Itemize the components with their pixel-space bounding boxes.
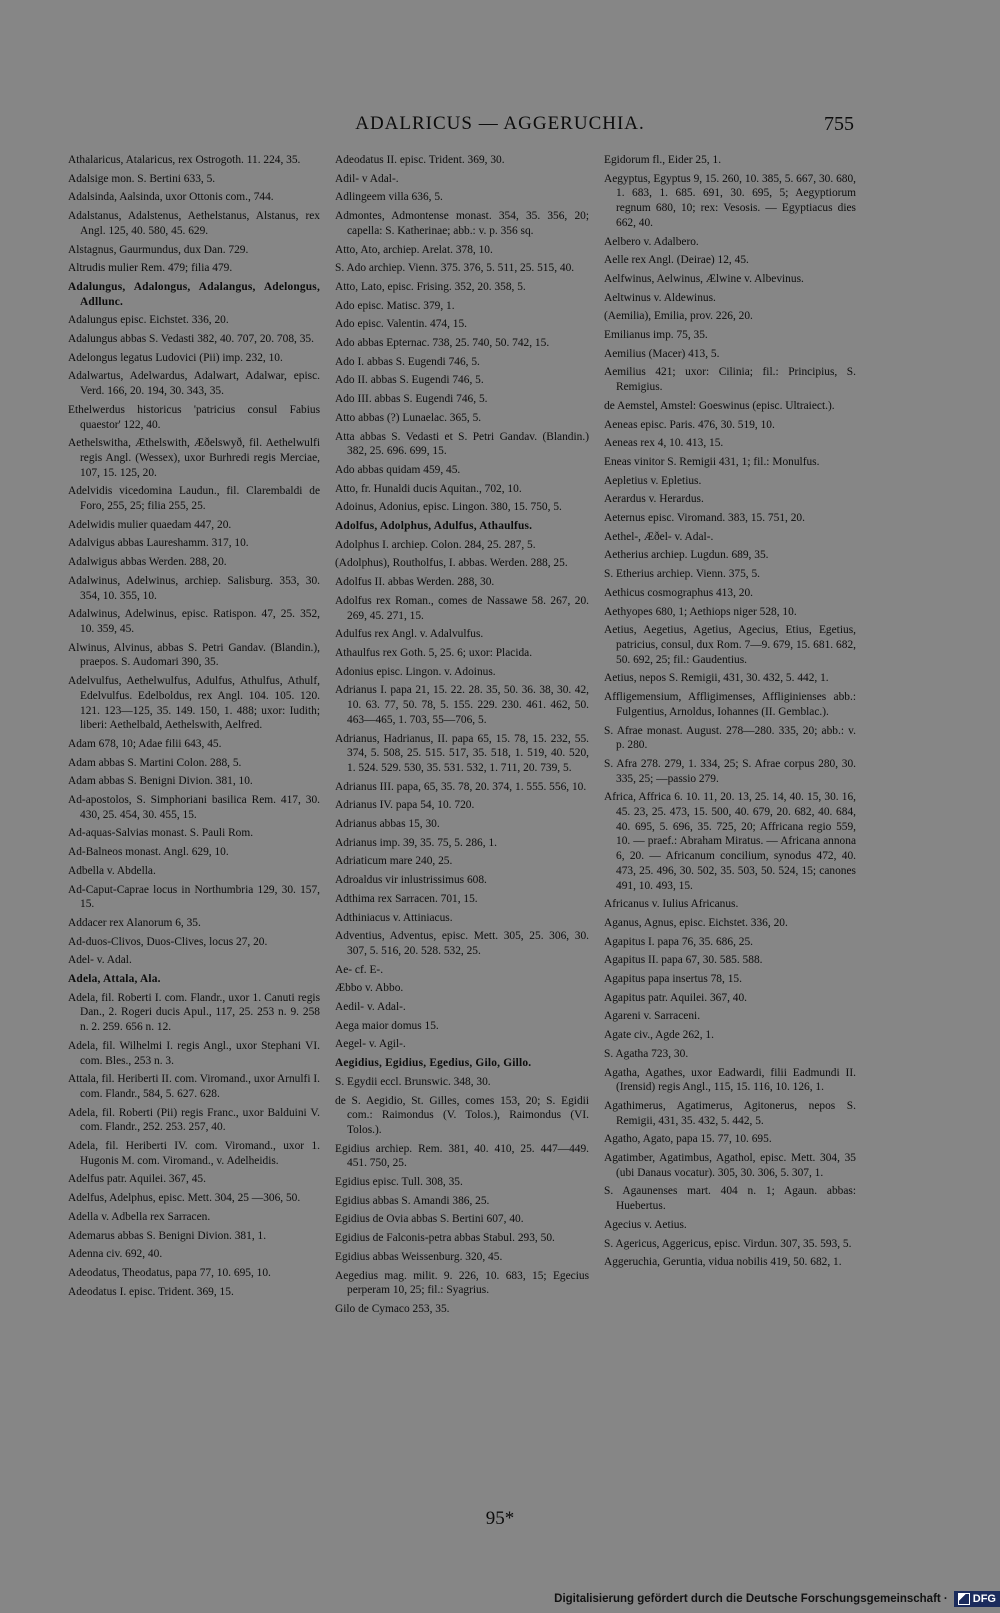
index-entry: Atto abbas (?) Lunaelac. 365, 5. xyxy=(335,411,482,424)
index-entry: Aethel-, Æðel- v. Adal-. xyxy=(604,530,714,543)
index-entry: Adolfus II. abbas Werden. 288, 30. xyxy=(335,576,495,589)
index-entry: S. Agericus, Aggericus, episc. Virdun. 307, 35. 593, 5. xyxy=(604,1237,852,1250)
index-entry: Aggeruchia, Geruntia, vidua nobilis 419, 50. 682, 1. xyxy=(604,1256,842,1269)
index-entry: Atta abbas S. Vedasti et S. Petri Gandav. (Blandin.) 382, 25. 696. 699, 15. xyxy=(335,430,589,458)
index-entry: Adoinus, Adonius, episc. Lingon. 380, 15. 750, 5. xyxy=(335,501,562,514)
index-entry: S. Etherius archiep. Vienn. 375, 5. xyxy=(604,568,761,581)
index-entry: Adela, fil. Heriberti IV. com. Viromand., uxor 1. Hugonis M. com. Viromand., v. Adelheidis. xyxy=(68,1140,320,1167)
index-entry: Adbella v. Abdella. xyxy=(68,864,156,877)
index-entry: S. Ado archiep. Vienn. 375. 376, 5. 511, 25. 515, 40. xyxy=(335,262,575,275)
index-entry: Agatha, Agathes, uxor Eadwardi, filii Eadmundi II. (Irensid) regis Angl., 115, 15. 116, 10. 126, 1. xyxy=(604,1066,856,1094)
index-entry: Gilo de Cymaco 253, 35. xyxy=(335,1303,450,1315)
index-group-heading: Aegidius, Egidius, Egedius, Gilo, Gillo. xyxy=(335,1057,532,1070)
index-entry: Adelfus patr. Aquilei. 367, 45. xyxy=(68,1173,206,1186)
index-entry: Agapitus I. papa 76, 35. 686, 25. xyxy=(604,935,754,948)
index-entry: de Aemstel, Amstel: Goeswinus (episc. Ultraiect.). xyxy=(604,399,835,412)
dfg-logo-icon xyxy=(958,1593,970,1605)
index-entry: Adriaticum mare 240, 25. xyxy=(335,855,453,868)
index-entry: Agathimerus, Agatimerus, Agitonerus, nepos S. Remigii, 431, 35. 432, 5. 442, 5. xyxy=(604,1099,856,1127)
index-entry: Aeneas rex 4, 10. 413, 15. xyxy=(604,437,724,450)
index-entry: Adalsige mon. S. Bertini 633, 5. xyxy=(68,172,216,185)
index-entry: Adolfus rex Roman., comes de Nassawe 58. 267, 20. 269, 45. 271, 15. xyxy=(335,594,589,622)
index-entry: Ado I. abbas S. Eugendi 746, 5. xyxy=(335,355,480,368)
index-entry: Aegel- v. Agil-. xyxy=(335,1038,406,1051)
index-entry: Aetius, Aegetius, Agetius, Agecius, Etius, Egetius, patricius, consul, dux Rom. 7—9. 679, 15. 681. 682, 50. 692, 25; fil.: Gaudentius. xyxy=(604,624,856,666)
index-entry: Adroaldus vir inlustrissimus 608. xyxy=(335,874,487,887)
index-entry: Egidius de Falconis-petra abbas Stabul. 293, 50. xyxy=(335,1232,555,1245)
index-entry: (Aemilia), Emilia, prov. 226, 20. xyxy=(604,310,753,323)
sheet-signature: 95* xyxy=(485,1508,515,1529)
index-entry: Adalwartus, Adelwardus, Adalwart, Adalwar, episc. Verd. 166, 20. 194, 30. 343, 35. xyxy=(68,370,320,398)
index-entry: Adalstanus, Adalstenus, Aethelstanus, Alstanus, rex Angl. 125, 40. 580, 45. 629. xyxy=(68,210,320,237)
index-entry: Æbbo v. Abbo. xyxy=(335,982,404,995)
index-entry: Aega maior domus 15. xyxy=(335,1019,439,1032)
index-entry: Adrianus III. papa, 65, 35. 78, 20. 374, 1. 555. 556, 10. xyxy=(335,780,587,793)
index-entry: Adelwidis mulier quaedam 447, 20. xyxy=(68,518,232,531)
index-entry: S. Agatha 723, 30. xyxy=(604,1047,689,1060)
funding-banner xyxy=(554,1591,1000,1607)
index-entry: Athalaricus, Atalaricus, rex Ostrogoth. 11. 224, 35. xyxy=(68,154,301,166)
index-entry: Adella v. Adbella rex Sarracen. xyxy=(68,1210,211,1223)
index-entry: Egidius abbas S. Amandi 386, 25. xyxy=(335,1194,490,1207)
index-entry: Adalungus episc. Eichstet. 336, 20. xyxy=(68,314,229,327)
index-entry: Adela, fil. Wilhelmi I. regis Angl., uxor Stephani VI. com. Bles., 253 n. 3. xyxy=(68,1039,320,1067)
index-entry: de S. Aegidio, St. Gilles, comes 153, 20; S. Egidii com.: Raimondus (V. Tolos.), Raimondus (VI. Tolos.). xyxy=(335,1094,589,1136)
index-entry: Adelvidis vicedomina Laudun., fil. Clarembaldi de Foro, 255, 25; filia 255, 25. xyxy=(68,485,320,513)
index-entry: Agatimber, Agatimbus, Agathol, episc. Mett. 304, 35 (ubi Danaus vocatur). 305, 30. 306, 5. 307, 1. xyxy=(604,1152,856,1179)
index-entry: Aedil- v. Adal-. xyxy=(335,1001,406,1014)
index-entry: Adil- v Adal-. xyxy=(335,172,399,185)
index-group-heading: Adalungus, Adalongus, Adalangus, Adelongus, Adllunc. xyxy=(68,280,320,308)
index-entry: Aeltwinus v. Aldewinus. xyxy=(604,291,716,304)
index-entry: Addacer rex Alanorum 6, 35. xyxy=(68,916,201,929)
index-entry: Ad-Balneos monast. Angl. 629, 10. xyxy=(68,846,229,859)
index-entry: Aelbero v. Adalbero. xyxy=(604,235,699,248)
index-entry: Adrianus IV. papa 54, 10. 720. xyxy=(335,799,475,812)
index-entry: Affligemensium, Affligimenses, Affliginienses abb.: Fulgentius, Arnoldus, Iohannes (II. Gemblac.). xyxy=(604,691,856,718)
index-entry: Altrudis mulier Rem. 479; filia 479. xyxy=(68,262,233,275)
index-entry: Alwinus, Alvinus, abbas S. Petri Gandav. (Blandin.), praepos. S. Audomari 390, 35. xyxy=(68,641,320,669)
page-number: 755 xyxy=(824,113,854,135)
index-entry: Ad-duos-Clivos, Duos-Clives, locus 27, 20. xyxy=(68,935,268,948)
index-entry: Aemilius 421; uxor: Cilinia; fil.: Principius, S. Remigius. xyxy=(604,366,856,394)
index-entry: Adalungus abbas S. Vedasti 382, 40. 707, 20. 708, 35. xyxy=(68,333,314,346)
index-entry: Adel- v. Adal. xyxy=(68,954,132,967)
index-column-right xyxy=(604,153,856,1274)
index-entry: Ado abbas quidam 459, 45. xyxy=(335,463,461,476)
index-entry: Agate civ., Agde 262, 1. xyxy=(604,1029,714,1042)
index-entry: Adelfus, Adelphus, episc. Mett. 304, 25 —306, 50. xyxy=(68,1192,301,1205)
index-entry: Adthima rex Sarracen. 701, 15. xyxy=(335,892,478,905)
index-entry: Aemilius (Macer) 413, 5. xyxy=(604,347,720,360)
index-entry: Attala, fil. Heriberti II. com. Viromand., uxor Arnulfi I. com. Flandr., 584, 5. 627. 628. xyxy=(68,1073,320,1100)
index-entry: Adthiniacus v. Attiniacus. xyxy=(335,911,453,924)
index-entry: Agatho, Agato, papa 15. 77, 10. 695. xyxy=(604,1133,772,1146)
index-entry: Aeternus episc. Viromand. 383, 15. 751, 20. xyxy=(604,512,805,525)
index-entry: Adam abbas S. Martini Colon. 288, 5. xyxy=(68,756,242,769)
index-entry: Eneas vinitor S. Remigii 431, 1; fil.: Monulfus. xyxy=(604,455,820,468)
index-entry: Ad-aquas-Salvias monast. S. Pauli Rom. xyxy=(68,827,254,840)
index-entry: Adelongus legatus Ludovici (Pii) imp. 232, 10. xyxy=(68,351,283,364)
index-entry: Ado abbas Epternac. 738, 25. 740, 50. 742, 15. xyxy=(335,337,550,350)
index-entry: Agapitus II. papa 67, 30. 585. 588. xyxy=(604,954,763,967)
index-entry: Adeodatus II. episc. Trident. 369, 30. xyxy=(335,154,505,166)
index-entry: Emilianus imp. 75, 35. xyxy=(604,329,708,342)
index-entry: Agapitus patr. Aquilei. 367, 40. xyxy=(604,991,748,1004)
index-entry: Ado II. abbas S. Eugendi 746, 5. xyxy=(335,374,484,387)
index-entry: Aetius, nepos S. Remigii, 431, 30. 432, 5. 442, 1. xyxy=(604,672,829,685)
index-entry: S. Agaunenses mart. 404 n. 1; Agaun. abbas: Huebertus. xyxy=(604,1185,856,1213)
index-entry: S. Afrae monast. August. 278—280. 335, 20; abb.: v. p. 280. xyxy=(604,724,856,752)
index-entry: Adrianus abbas 15, 30. xyxy=(335,818,440,831)
index-entry: Aethyopes 680, 1; Aethiops niger 528, 10. xyxy=(604,605,797,618)
index-entry: Aerardus v. Herardus. xyxy=(604,493,704,506)
index-entry: (Adolphus), Routholfus, I. abbas. Werden. 288, 25. xyxy=(335,557,568,570)
index-entry: Ethelwerdus historicus 'patricius consul Fabius quaestor' 122, 40. xyxy=(68,403,320,431)
index-entry: S. Afra 278. 279, 1. 334, 25; S. Afrae corpus 280, 30. 335, 25; —passio 279. xyxy=(604,757,856,785)
index-entry: Egidorum fl., Eider 25, 1. xyxy=(604,154,722,166)
index-entry: Africanus v. Iulius Africanus. xyxy=(604,898,739,911)
index-entry: Adeodatus, Theodatus, papa 77, 10. 695, 10. xyxy=(68,1267,271,1279)
index-entry: Adrianus I. papa 21, 15. 22. 28. 35, 50. 36. 38, 30. 42, 10. 63. 77, 50. 78, 5. 155. 229. 230. 461. 462, 50. 463—465, 1. 703, 55—706, 5. xyxy=(335,684,589,726)
index-entry: Aetherius archiep. Lugdun. 689, 35. xyxy=(604,549,769,562)
index-entry: Africa, Affrica 6. 10. 11, 20. 13, 25. 14, 40. 15, 30. 16, 45. 23, 25. 473, 15. 500, 40. 679, 20. 682, 40. 684, 40. 695, 5. 696, 35. 725, 20; Affricana regio 559, 10. — praef.: Abraham Miratus. — Africana annona 6, 20. — Africanum concilium, synodus 472, 40. 473, 25. 496, 30. 502, 35. 503, 50. 524, 15; canones 491, 10. 493, 15. xyxy=(604,791,856,892)
index-entry: Ado III. abbas S. Eugendi 746, 5. xyxy=(335,393,488,406)
index-entry: Atto, Lato, episc. Frising. 352, 20. 358, 5. xyxy=(335,280,526,293)
index-entry: Egidius abbas Weissenburg. 320, 45. xyxy=(335,1250,503,1263)
index-entry: Egidius de Ovia abbas S. Bertini 607, 40. xyxy=(335,1213,524,1226)
index-entry: Adam abbas S. Benigni Divion. 381, 10. xyxy=(68,775,253,788)
index-entry: Adela, fil. Roberti (Pii) regis Franc., uxor Balduini V. com. Flandr., 252. 253. 257, 40. xyxy=(68,1106,320,1134)
index-entry: Agecius v. Aetius. xyxy=(604,1218,687,1231)
index-group-heading: Adolfus, Adolphus, Adulfus, Athaulfus. xyxy=(335,520,533,533)
dfg-logo xyxy=(954,1591,1000,1607)
index-entry: Adrianus, Hadrianus, II. papa 65, 15. 78, 15. 232, 55. 374, 5. 508, 25. 515. 517, 35. 518, 1. 519, 40. 520, 1. 524. 529. 530, 35. 531. 532, 1. 711, 20. 739, 5. xyxy=(335,732,589,774)
index-entry: Adonius episc. Lingon. v. Adoinus. xyxy=(335,665,496,678)
index-entry: Admontes, Admontense monast. 354, 35. 356, 20; capella: S. Katherinae; abb.: v. p. 356 sq. xyxy=(335,210,589,237)
index-column-middle xyxy=(335,153,589,1321)
index-entry: Aegedius mag. milit. 9. 226, 10. 683, 15; Egecius perperam 10, 25; fil.: Syagrius. xyxy=(335,1269,589,1297)
index-entry: Ae- cf. E-. xyxy=(335,963,384,976)
index-entry: Adela, fil. Roberti I. com. Flandr., uxor 1. Canuti regis Dan., 2. Rogeri ducis Apul., 117, 25. 253 n. 9. 258 n. 2. 259. 656 n. 12. xyxy=(68,991,320,1034)
index-entry: Aegyptus, Egyptus 9, 15. 260, 10. 385, 5. 667, 30. 680, 1. 683, 1. 685. 691, 30. 695, 5; Aegyptiorum regnum 680, 10; rex: Vesosis. — Egyptiacus dies 662, 40. xyxy=(604,172,856,229)
index-entry: Aelfwinus, Aelwinus, Ælwine v. Albevinus. xyxy=(604,272,804,285)
index-entry: Adalsinda, Aalsinda, uxor Ottonis com., 744. xyxy=(68,191,274,204)
index-entry: Adalwigus abbas Werden. 288, 20. xyxy=(68,556,227,569)
index-entry: Aelle rex Angl. (Deirae) 12, 45. xyxy=(604,254,749,267)
index-entry: Ad-apostolos, S. Simphoriani basilica Rem. 417, 30. 430, 25. 454, 30. 455, 15. xyxy=(68,794,320,821)
index-entry: Adlingeem villa 636, 5. xyxy=(335,191,443,204)
index-entry: Adolphus I. archiep. Colon. 284, 25. 287, 5. xyxy=(335,538,536,551)
page-title: ADALRICUS — AGGERUCHIA. xyxy=(355,113,645,134)
index-entry: Adam 678, 10; Adae filii 643, 45. xyxy=(68,737,222,750)
index-entry: Ad-Caput-Caprae locus in Northumbria 129, 30. 157, 15. xyxy=(68,883,320,911)
index-entry: Adalwinus, Adelwinus, archiep. Salisburg. 353, 30. 354, 10. 355, 10. xyxy=(68,574,320,602)
funding-note: Digitalisierung gefördert durch die Deutsche Forschungsgemeinschaft · xyxy=(554,1593,948,1605)
index-entry: Adrianus imp. 39, 35. 75, 5. 286, 1. xyxy=(335,836,497,849)
index-entry: Adulfus rex Angl. v. Adalvulfus. xyxy=(335,628,484,641)
index-entry: Aethicus cosmographus 413, 20. xyxy=(604,586,754,599)
index-entry: Aeneas episc. Paris. 476, 30. 519, 10. xyxy=(604,418,775,431)
index-entry: Egidius episc. Tull. 308, 35. xyxy=(335,1176,463,1189)
index-entry: Adenna civ. 692, 40. xyxy=(68,1248,163,1261)
index-entry: Aethelswitha, Æthelswith, Æðelswyð, fil. Aethelwulfi regis Angl. (Wessex), uxor Burhredi regis Merciae, 107, 15. 125, 20. xyxy=(68,437,320,479)
index-entry: Ado episc. Matisc. 379, 1. xyxy=(335,299,455,312)
index-entry: Aganus, Agnus, episc. Eichstet. 336, 20. xyxy=(604,916,788,929)
dfg-logo-text: DFG xyxy=(972,1593,996,1605)
index-entry: Ademarus abbas S. Benigni Divion. 381, 1. xyxy=(68,1229,267,1242)
index-entry: Ado episc. Valentin. 474, 15. xyxy=(335,318,468,331)
index-entry: Adelvulfus, Aethelwulfus, Adulfus, Athulfus, Athulf, Edelvulfus. Edelboldus, rex Angl. 104. 105. 120. 121. 123—125, 35. 149. 150, 1. 488; uxor: Iudith; liberi: Aethelbald, Aethelswith, Aelfred. xyxy=(68,675,320,732)
index-entry: Alstagnus, Gaurmundus, dux Dan. 729. xyxy=(68,243,249,256)
index-entry: Adeodatus I. episc. Trident. 369, 15. xyxy=(68,1285,234,1298)
index-entry: Atto, fr. Hunaldi ducis Aquitan., 702, 10. xyxy=(335,482,522,495)
index-entry: Adventius, Adventus, episc. Mett. 305, 25. 306, 30. 307, 5. 516, 20. 528. 532, 25. xyxy=(335,930,589,957)
index-entry: S. Egydii eccl. Brunswic. 348, 30. xyxy=(335,1075,491,1088)
index-entry: Athaulfus rex Goth. 5, 25. 6; uxor: Placida. xyxy=(335,646,533,659)
index-entry: Agareni v. Sarraceni. xyxy=(604,1010,701,1023)
index-entry: Adalvigus abbas Laureshamm. 317, 10. xyxy=(68,537,249,550)
index-entry: Aepletius v. Epletius. xyxy=(604,474,702,487)
index-entry: Egidius archiep. Rem. 381, 40. 410, 25. 447—449. 451. 750, 25. xyxy=(335,1142,589,1170)
index-column-left xyxy=(68,153,320,1303)
index-entry: Agapitus papa insertus 78, 15. xyxy=(604,973,742,986)
index-group-heading: Adela, Attala, Ala. xyxy=(68,973,161,986)
page-header xyxy=(0,113,1000,143)
index-entry: Adalwinus, Adelwinus, episc. Ratispon. 47, 25. 352, 10. 359, 45. xyxy=(68,608,320,635)
index-entry: Atto, Ato, archiep. Arelat. 378, 10. xyxy=(335,243,493,256)
